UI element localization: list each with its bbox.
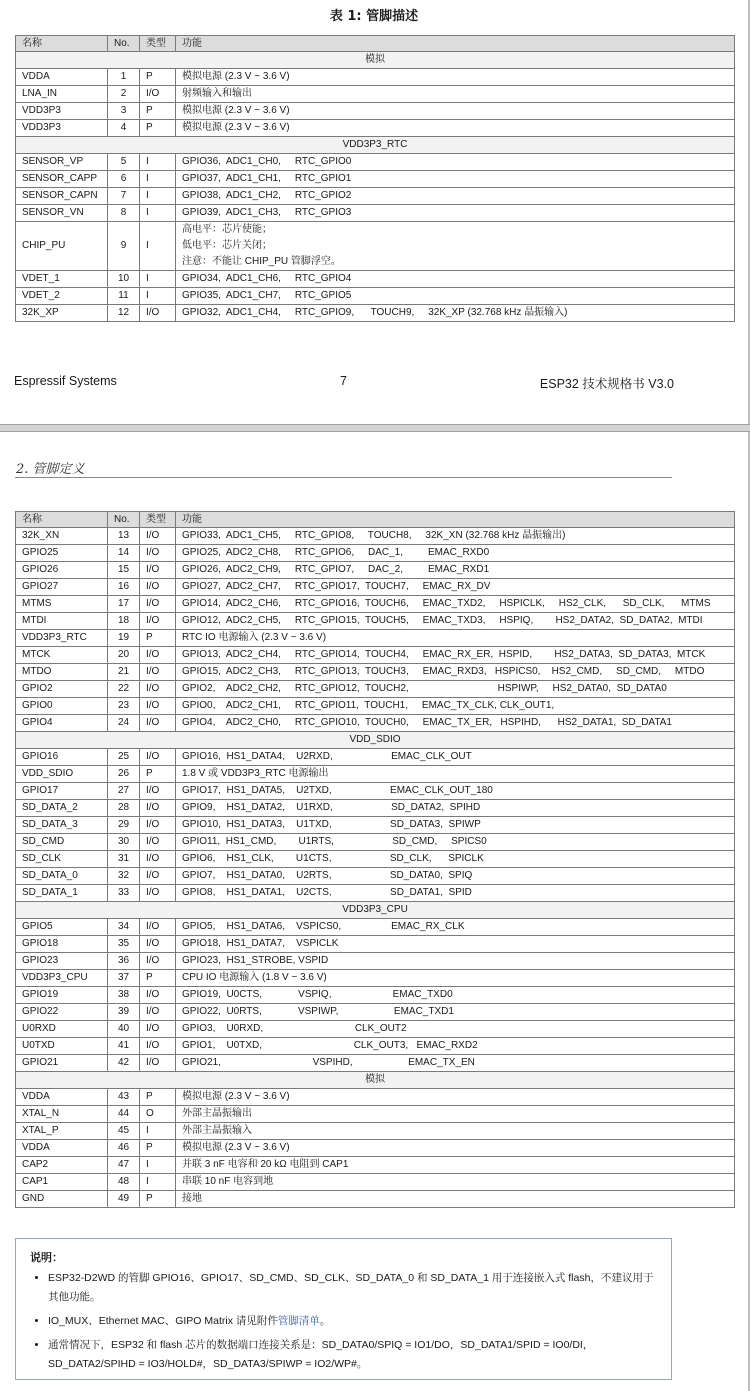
function-line: 低电平：芯片关闭； xyxy=(182,240,272,251)
pin-name-cell: SD_DATA_2 xyxy=(16,800,108,817)
pin-name-cell: SD_CMD xyxy=(16,834,108,851)
table-row xyxy=(16,1004,735,1021)
pin-function-cell: GPIO6, HS1_CLK, U1CTS, SD_CLK, SPICLK xyxy=(176,851,735,868)
note-box xyxy=(15,1238,672,1380)
section-label: VDD3P3_CPU xyxy=(16,902,735,919)
pin-number-cell: 40 xyxy=(108,1021,140,1038)
pin-function-cell: GPIO34, ADC1_CH6, RTC_GPIO4 xyxy=(176,271,735,288)
heading-divider xyxy=(15,477,672,478)
pin-type-cell: I/O xyxy=(140,715,176,732)
pin-function-cell: GPIO27, ADC2_CH7, RTC_GPIO17, TOUCH7, EMAC_RX_DV xyxy=(176,579,735,596)
pin-function-cell: GPIO3, U0RXD, CLK_OUT2 xyxy=(176,1021,735,1038)
pin-name-cell: MTMS xyxy=(16,596,108,613)
pin-type-cell: I/O xyxy=(140,613,176,630)
note-text: IO_MUX、Ethernet MAC、GIPO Matrix 请见附件 xyxy=(48,1315,278,1327)
note-title: 说明： xyxy=(30,1251,63,1264)
pin-name-cell: GPIO0 xyxy=(16,698,108,715)
pin-type-cell: P xyxy=(140,630,176,647)
pin-type-cell: I/O xyxy=(140,987,176,1004)
pin-type-cell: P xyxy=(140,120,176,137)
table-row xyxy=(16,647,735,664)
pin-type-cell: I/O xyxy=(140,681,176,698)
pin-function-cell: GPIO13, ADC2_CH4, RTC_GPIO14, TOUCH4, EMAC_RX_ER, HSPID, HS2_DATA3, SD_DATA3, MTCK xyxy=(176,647,735,664)
section-label: VDD_SDIO xyxy=(16,732,735,749)
pin-number-cell: 22 xyxy=(108,681,140,698)
table-row xyxy=(16,613,735,630)
pin-name-cell: GPIO4 xyxy=(16,715,108,732)
pin-type-cell: I/O xyxy=(140,562,176,579)
pin-name-cell: VDDA xyxy=(16,69,108,86)
pin-number-cell: 11 xyxy=(108,288,140,305)
pin-type-cell: I/O xyxy=(140,851,176,868)
page-separator xyxy=(0,424,750,432)
pin-function-cell: 接地 xyxy=(176,1191,735,1208)
pin-function-cell: GPIO9, HS1_DATA2, U1RXD, SD_DATA2, SPIHD xyxy=(176,800,735,817)
pin-function-cell: CPU IO 电源输入 (1.8 V ~ 3.6 V) xyxy=(176,970,735,987)
note-list xyxy=(26,1269,663,1379)
page-8 xyxy=(0,432,750,1391)
pin-type-cell: I/O xyxy=(140,868,176,885)
table-row xyxy=(16,749,735,766)
page-7 xyxy=(0,0,750,424)
pin-type-cell: I/O xyxy=(140,919,176,936)
table-row xyxy=(16,783,735,800)
pin-function-cell: RTC IO 电源输入 (2.3 V ~ 3.6 V) xyxy=(176,630,735,647)
pin-function-cell: GPIO21, VSPIHD, EMAC_TX_EN xyxy=(176,1055,735,1072)
footer-doc-title: ESP32 技术规格书 V3.0 xyxy=(539,377,674,391)
table-row xyxy=(16,305,735,322)
pin-name-cell: CAP1 xyxy=(16,1174,108,1191)
pin-type-cell: I xyxy=(140,188,176,205)
pin-number-cell: 5 xyxy=(108,154,140,171)
header-type: 类型 xyxy=(140,36,176,52)
header-function: 功能 xyxy=(176,512,735,528)
function-line: 注意：不能让 CHIP_PU 管脚浮空。 xyxy=(182,256,341,267)
pin-function-cell: 模拟电源 (2.3 V ~ 3.6 V) xyxy=(176,103,735,120)
note-item xyxy=(48,1269,663,1307)
pin-number-cell: 44 xyxy=(108,1106,140,1123)
pin-name-cell: GPIO5 xyxy=(16,919,108,936)
pin-number-cell: 37 xyxy=(108,970,140,987)
page-footer xyxy=(14,374,674,392)
pin-function-cell: GPIO32, ADC1_CH4, RTC_GPIO9, TOUCH9, 32K_XP (32.768 kHz 晶振输入) xyxy=(176,305,735,322)
pin-name-cell: GPIO22 xyxy=(16,1004,108,1021)
pin-number-cell: 3 xyxy=(108,103,140,120)
pin-name-cell: GPIO16 xyxy=(16,749,108,766)
pin-name-cell: GPIO21 xyxy=(16,1055,108,1072)
pin-name-cell: SD_DATA_3 xyxy=(16,817,108,834)
pin-type-cell: I/O xyxy=(140,1055,176,1072)
table-row xyxy=(16,766,735,783)
pin-number-cell: 6 xyxy=(108,171,140,188)
pin-function-cell: GPIO2, ADC2_CH2, RTC_GPIO12, TOUCH2, HSPIWP, HS2_DATA0, SD_DATA0 xyxy=(176,681,735,698)
pin-list-link[interactable]: 管脚清单 xyxy=(277,1315,320,1327)
pin-function-cell: 射频输入和输出 xyxy=(176,86,735,103)
pin-function-cell: GPIO15, ADC2_CH3, RTC_GPIO13, TOUCH3, EMAC_RXD3, HSPICS0, HS2_CMD, SD_CMD, MTDO xyxy=(176,664,735,681)
pin-name-cell: MTCK xyxy=(16,647,108,664)
pin-function-cell: 外部主晶振输出 xyxy=(176,1106,735,1123)
header-no: No. xyxy=(108,512,140,528)
pin-type-cell: P xyxy=(140,1089,176,1106)
pin-number-cell: 17 xyxy=(108,596,140,613)
pin-type-cell: I/O xyxy=(140,749,176,766)
pin-name-cell: SD_CLK xyxy=(16,851,108,868)
pin-number-cell: 19 xyxy=(108,630,140,647)
pin-function-cell: GPIO22, U0RTS, VSPIWP, EMAC_TXD1 xyxy=(176,1004,735,1021)
pin-type-cell: I/O xyxy=(140,1038,176,1055)
pin-number-cell: 45 xyxy=(108,1123,140,1140)
section-row xyxy=(16,732,735,749)
section-row xyxy=(16,902,735,919)
pin-number-cell: 1 xyxy=(108,69,140,86)
pin-function-cell: GPIO37, ADC1_CH1, RTC_GPIO1 xyxy=(176,171,735,188)
table-row xyxy=(16,171,735,188)
pin-type-cell: I/O xyxy=(140,664,176,681)
pin-name-cell: GPIO23 xyxy=(16,953,108,970)
note-item xyxy=(48,1312,663,1331)
pin-function-cell: GPIO0, ADC2_CH1, RTC_GPIO11, TOUCH1, EMAC_TX_CLK, CLK_OUT1, xyxy=(176,698,735,715)
table-row xyxy=(16,1191,735,1208)
pin-name-cell: VDD3P3_CPU xyxy=(16,970,108,987)
pin-type-cell: I/O xyxy=(140,1004,176,1021)
pin-description-table xyxy=(15,35,735,322)
pin-function-cell: GPIO10, HS1_DATA3, U1TXD, SD_DATA3, SPIWP xyxy=(176,817,735,834)
pin-type-cell: I/O xyxy=(140,528,176,545)
pin-function-cell: 并联 3 nF 电容和 20 kΩ 电阻到 CAP1 xyxy=(176,1157,735,1174)
pin-number-cell: 42 xyxy=(108,1055,140,1072)
pin-number-cell: 43 xyxy=(108,1089,140,1106)
table-row xyxy=(16,69,735,86)
pin-number-cell: 9 xyxy=(108,222,140,271)
table-row xyxy=(16,1140,735,1157)
pin-type-cell: P xyxy=(140,766,176,783)
pin-function-cell: 1.8 V 或 VDD3P3_RTC 电源输出 xyxy=(176,766,735,783)
pin-function-cell: GPIO11, HS1_CMD, U1RTS, SD_CMD, SPICS0 xyxy=(176,834,735,851)
pin-name-cell: SENSOR_CAPN xyxy=(16,188,108,205)
table-row xyxy=(16,1157,735,1174)
pin-name-cell: MTDI xyxy=(16,613,108,630)
pin-number-cell: 13 xyxy=(108,528,140,545)
pin-type-cell: I/O xyxy=(140,800,176,817)
pin-type-cell: P xyxy=(140,103,176,120)
pin-function-cell: GPIO4, ADC2_CH0, RTC_GPIO10, TOUCH0, EMAC_TX_ER, HSPIHD, HS2_DATA1, SD_DATA1 xyxy=(176,715,735,732)
pin-number-cell: 31 xyxy=(108,851,140,868)
pin-type-cell: I xyxy=(140,271,176,288)
pin-type-cell: I/O xyxy=(140,545,176,562)
pin-type-cell: I/O xyxy=(140,596,176,613)
pin-name-cell: VDD_SDIO xyxy=(16,766,108,783)
function-line: 高电平：芯片使能； xyxy=(182,224,272,235)
table-row xyxy=(16,545,735,562)
table-row xyxy=(16,664,735,681)
pin-name-cell: SD_DATA_0 xyxy=(16,868,108,885)
pin-type-cell: I/O xyxy=(140,783,176,800)
pin-type-cell: P xyxy=(140,1191,176,1208)
pin-number-cell: 34 xyxy=(108,919,140,936)
table-row xyxy=(16,562,735,579)
pin-name-cell: LNA_IN xyxy=(16,86,108,103)
pin-number-cell: 49 xyxy=(108,1191,140,1208)
pin-number-cell: 4 xyxy=(108,120,140,137)
table-row xyxy=(16,288,735,305)
pin-number-cell: 30 xyxy=(108,834,140,851)
pin-type-cell: I/O xyxy=(140,834,176,851)
pin-number-cell: 24 xyxy=(108,715,140,732)
pin-number-cell: 27 xyxy=(108,783,140,800)
table-row xyxy=(16,1089,735,1106)
table-row xyxy=(16,681,735,698)
table-row xyxy=(16,1174,735,1191)
pin-type-cell: P xyxy=(140,69,176,86)
pin-type-cell: I xyxy=(140,205,176,222)
footer-company: Espressif Systems xyxy=(14,374,117,388)
table-row xyxy=(16,188,735,205)
pin-function-cell xyxy=(176,222,735,271)
pin-function-cell: GPIO18, HS1_DATA7, VSPICLK xyxy=(176,936,735,953)
pin-function-cell: 模拟电源 (2.3 V ~ 3.6 V) xyxy=(176,1089,735,1106)
table-row xyxy=(16,885,735,902)
table-row xyxy=(16,271,735,288)
pin-number-cell: 32 xyxy=(108,868,140,885)
table-header-row xyxy=(16,512,735,528)
table-row xyxy=(16,579,735,596)
table-row xyxy=(16,987,735,1004)
pin-name-cell: SD_DATA_1 xyxy=(16,885,108,902)
table-row xyxy=(16,834,735,851)
pin-type-cell: I/O xyxy=(140,305,176,322)
pin-type-cell: I xyxy=(140,288,176,305)
table-row xyxy=(16,953,735,970)
pin-number-cell: 14 xyxy=(108,545,140,562)
table-row xyxy=(16,154,735,171)
pin-function-cell: GPIO19, U0CTS, VSPIQ, EMAC_TXD0 xyxy=(176,987,735,1004)
pin-name-cell: GPIO17 xyxy=(16,783,108,800)
table-row xyxy=(16,1038,735,1055)
pin-name-cell: GPIO27 xyxy=(16,579,108,596)
pin-type-cell: I/O xyxy=(140,698,176,715)
pin-function-cell: GPIO23, HS1_STROBE, VSPID xyxy=(176,953,735,970)
header-function: 功能 xyxy=(176,36,735,52)
table-row xyxy=(16,1123,735,1140)
table-row xyxy=(16,205,735,222)
pin-function-cell: GPIO8, HS1_DATA1, U2CTS, SD_DATA1, SPID xyxy=(176,885,735,902)
table-row xyxy=(16,1021,735,1038)
pin-name-cell: GND xyxy=(16,1191,108,1208)
pin-number-cell: 20 xyxy=(108,647,140,664)
pin-number-cell: 29 xyxy=(108,817,140,834)
pin-number-cell: 36 xyxy=(108,953,140,970)
pin-name-cell: VDET_1 xyxy=(16,271,108,288)
pin-name-cell: VDET_2 xyxy=(16,288,108,305)
pin-type-cell: I/O xyxy=(140,817,176,834)
pin-number-cell: 35 xyxy=(108,936,140,953)
table-row xyxy=(16,936,735,953)
table-row xyxy=(16,851,735,868)
pin-number-cell: 2 xyxy=(108,86,140,103)
pin-function-cell: GPIO14, ADC2_CH6, RTC_GPIO16, TOUCH6, EMAC_TXD2, HSPICLK, HS2_CLK, SD_CLK, MTMS xyxy=(176,596,735,613)
pin-function-cell: GPIO1, U0TXD, CLK_OUT3, EMAC_RXD2 xyxy=(176,1038,735,1055)
pin-type-cell: I xyxy=(140,171,176,188)
pin-number-cell: 38 xyxy=(108,987,140,1004)
pin-type-cell: P xyxy=(140,1140,176,1157)
pin-type-cell: I/O xyxy=(140,1021,176,1038)
pin-number-cell: 25 xyxy=(108,749,140,766)
pin-number-cell: 18 xyxy=(108,613,140,630)
pin-number-cell: 28 xyxy=(108,800,140,817)
table-row xyxy=(16,222,735,271)
pin-function-cell: 模拟电源 (2.3 V ~ 3.6 V) xyxy=(176,120,735,137)
section-label: 模拟 xyxy=(16,52,735,69)
pin-number-cell: 39 xyxy=(108,1004,140,1021)
pin-name-cell: U0RXD xyxy=(16,1021,108,1038)
table-header-row xyxy=(16,36,735,52)
table-row xyxy=(16,86,735,103)
table-row xyxy=(16,1055,735,1072)
pin-function-cell: 模拟电源 (2.3 V ~ 3.6 V) xyxy=(176,1140,735,1157)
footer-page-number: 7 xyxy=(340,374,347,388)
pin-function-cell: GPIO16, HS1_DATA4, U2RXD, EMAC_CLK_OUT xyxy=(176,749,735,766)
pin-function-cell: 模拟电源 (2.3 V ~ 3.6 V) xyxy=(176,69,735,86)
pin-name-cell: VDD3P3_RTC xyxy=(16,630,108,647)
pin-type-cell: O xyxy=(140,1106,176,1123)
pin-name-cell: CHIP_PU xyxy=(16,222,108,271)
pin-name-cell: XTAL_N xyxy=(16,1106,108,1123)
section-heading: 2. 管脚定义 xyxy=(16,462,85,477)
section-label: VDD3P3_RTC xyxy=(16,137,735,154)
section-label: 模拟 xyxy=(16,1072,735,1089)
section-row xyxy=(16,137,735,154)
pin-name-cell: GPIO18 xyxy=(16,936,108,953)
pin-function-cell: 外部主晶振输入 xyxy=(176,1123,735,1140)
pin-number-cell: 48 xyxy=(108,1174,140,1191)
pin-function-cell: GPIO35, ADC1_CH7, RTC_GPIO5 xyxy=(176,288,735,305)
pin-number-cell: 15 xyxy=(108,562,140,579)
pin-name-cell: GPIO26 xyxy=(16,562,108,579)
pin-name-cell: U0TXD xyxy=(16,1038,108,1055)
header-type: 类型 xyxy=(140,512,176,528)
table-row xyxy=(16,970,735,987)
pin-number-cell: 7 xyxy=(108,188,140,205)
pin-number-cell: 26 xyxy=(108,766,140,783)
pin-type-cell: P xyxy=(140,970,176,987)
pin-number-cell: 46 xyxy=(108,1140,140,1157)
header-no: No. xyxy=(108,36,140,52)
pin-number-cell: 41 xyxy=(108,1038,140,1055)
table-row xyxy=(16,715,735,732)
pin-number-cell: 33 xyxy=(108,885,140,902)
table-row xyxy=(16,868,735,885)
pin-type-cell: I/O xyxy=(140,936,176,953)
pin-name-cell: SENSOR_CAPP xyxy=(16,171,108,188)
pin-name-cell: GPIO19 xyxy=(16,987,108,1004)
pin-type-cell: I xyxy=(140,1157,176,1174)
pin-function-cell: GPIO17, HS1_DATA5, U2TXD, EMAC_CLK_OUT_180 xyxy=(176,783,735,800)
pin-name-cell: VDDA xyxy=(16,1089,108,1106)
table-row xyxy=(16,800,735,817)
pin-type-cell: I xyxy=(140,154,176,171)
pin-function-cell: GPIO38, ADC1_CH2, RTC_GPIO2 xyxy=(176,188,735,205)
table-row xyxy=(16,817,735,834)
table-row xyxy=(16,630,735,647)
pin-name-cell: GPIO25 xyxy=(16,545,108,562)
table-row xyxy=(16,1106,735,1123)
pin-type-cell: I/O xyxy=(140,86,176,103)
pin-function-cell: GPIO36, ADC1_CH0, RTC_GPIO0 xyxy=(176,154,735,171)
table-title: 表 1: 管脚描述 xyxy=(329,9,419,24)
pin-type-cell: I/O xyxy=(140,579,176,596)
table-row xyxy=(16,596,735,613)
pin-name-cell: 32K_XN xyxy=(16,528,108,545)
pin-number-cell: 21 xyxy=(108,664,140,681)
pin-name-cell: SENSOR_VN xyxy=(16,205,108,222)
note-text: 通常情况下，ESP32 和 flash 芯片的数据端口连接关系是：SD_DATA0/SPIQ = IO1/DO，SD_DATA1/SPID = IO0/DI，SD_DATA2/SPIHD = IO3/HOLD#，SD_DATA3/SPIWP = IO2/WP#。 xyxy=(48,1339,594,1370)
section-row xyxy=(16,1072,735,1089)
table-row xyxy=(16,698,735,715)
pin-function-cell: GPIO12, ADC2_CH5, RTC_GPIO15, TOUCH5, EMAC_TXD3, HSPIQ, HS2_DATA2, SD_DATA2, MTDI xyxy=(176,613,735,630)
pin-definition-table xyxy=(15,511,735,1208)
pin-number-cell: 10 xyxy=(108,271,140,288)
section-row xyxy=(16,52,735,69)
pin-number-cell: 23 xyxy=(108,698,140,715)
pin-name-cell: VDD3P3 xyxy=(16,103,108,120)
pin-name-cell: VDDA xyxy=(16,1140,108,1157)
pin-number-cell: 16 xyxy=(108,579,140,596)
pin-type-cell: I xyxy=(140,1123,176,1140)
pin-type-cell: I xyxy=(140,222,176,271)
pin-type-cell: I/O xyxy=(140,647,176,664)
pin-name-cell: 32K_XP xyxy=(16,305,108,322)
pin-function-cell: GPIO5, HS1_DATA6, VSPICS0, EMAC_RX_CLK xyxy=(176,919,735,936)
pin-function-cell: 串联 10 nF 电容到地 xyxy=(176,1174,735,1191)
pin-name-cell: MTDO xyxy=(16,664,108,681)
pin-function-cell: GPIO25, ADC2_CH8, RTC_GPIO6, DAC_1, EMAC_RXD0 xyxy=(176,545,735,562)
pin-name-cell: GPIO2 xyxy=(16,681,108,698)
pin-type-cell: I/O xyxy=(140,885,176,902)
pin-name-cell: CAP2 xyxy=(16,1157,108,1174)
pin-function-cell: GPIO33, ADC1_CH5, RTC_GPIO8, TOUCH8, 32K_XN (32.768 kHz 晶振输出) xyxy=(176,528,735,545)
pin-function-cell: GPIO26, ADC2_CH9, RTC_GPIO7, DAC_2, EMAC_RXD1 xyxy=(176,562,735,579)
pin-function-cell: GPIO39, ADC1_CH3, RTC_GPIO3 xyxy=(176,205,735,222)
header-name: 名称 xyxy=(16,512,108,528)
pin-type-cell: I/O xyxy=(140,953,176,970)
table-row xyxy=(16,103,735,120)
pin-number-cell: 47 xyxy=(108,1157,140,1174)
header-name: 名称 xyxy=(16,36,108,52)
note-item xyxy=(48,1336,663,1374)
table-row xyxy=(16,919,735,936)
pin-name-cell: XTAL_P xyxy=(16,1123,108,1140)
note-text: 。 xyxy=(319,1315,331,1327)
pin-number-cell: 12 xyxy=(108,305,140,322)
pin-name-cell: VDD3P3 xyxy=(16,120,108,137)
note-text: ESP32-D2WD 的管脚 GPIO16、GPIO17、SD_CMD、SD_CLK、SD_DATA_0 和 SD_DATA_1 用于连接嵌入式 flash，不建议用于其他功能。 xyxy=(48,1272,654,1303)
pin-number-cell: 8 xyxy=(108,205,140,222)
table-row xyxy=(16,528,735,545)
pin-name-cell: SENSOR_VP xyxy=(16,154,108,171)
pin-function-cell: GPIO7, HS1_DATA0, U2RTS, SD_DATA0, SPIQ xyxy=(176,868,735,885)
table-row xyxy=(16,120,735,137)
pin-type-cell: I xyxy=(140,1174,176,1191)
